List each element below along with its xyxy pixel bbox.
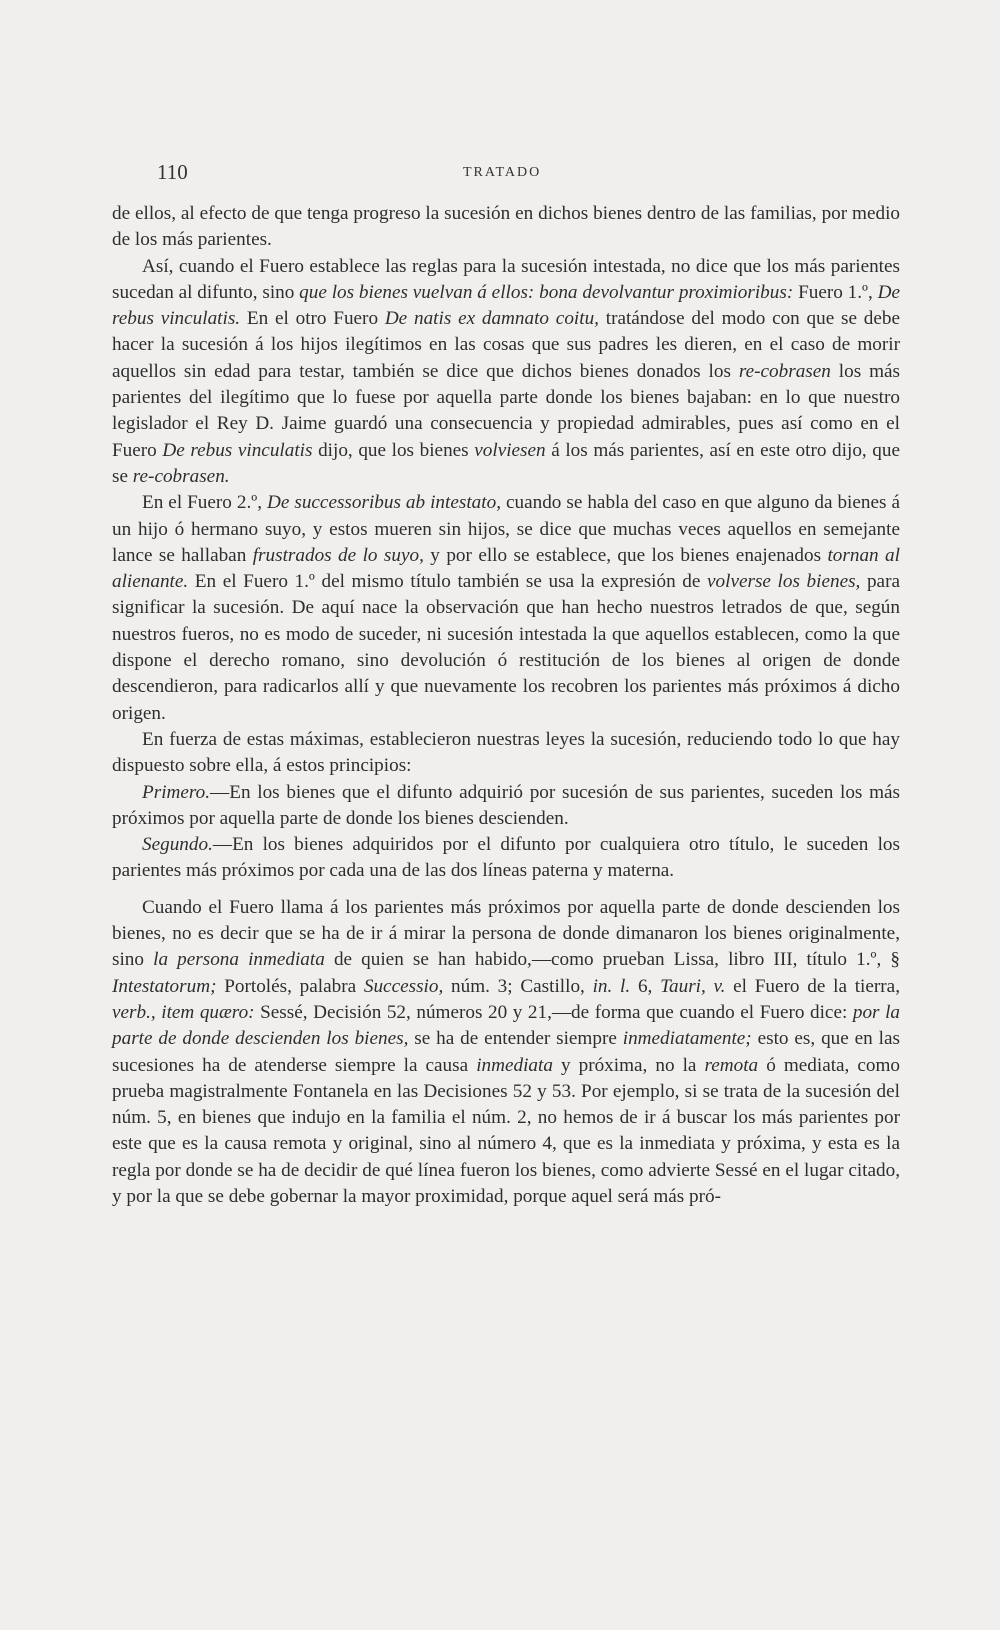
italic-text: Tauri, v. [660, 975, 726, 997]
text-run: para significar la sucesión. De aquí nace la observación que han hecho nuestros letrados de que, según nuestros fueros, no es modo de suceder, ni sucesión intestada la que aquellos establecen, como la que dispone el derecho romano, sino devolución ó restitución de los bienes al origen de donde descendieron, para radicarlos allí y que nuevamente los recobren los parientes más próximos á dicho origen. [112, 571, 900, 724]
text-run: Fuero 1.º, [793, 281, 878, 303]
text-run: En el Fuero 2.º, [142, 492, 267, 514]
paragraph-p4 [112, 727, 900, 780]
paragraph-p7 [112, 895, 900, 1211]
italic-text: De successoribus ab intestato, [267, 492, 501, 514]
paragraph-p1 [112, 201, 900, 254]
body-text [112, 201, 900, 1210]
text-run: Sessé, Decisión 52, números 20 y 21,—de forma que cuando el Fuero dice: [254, 1001, 853, 1023]
italic-text: Segundo. [142, 834, 213, 856]
text-run: se ha de entender siempre [408, 1028, 623, 1050]
italic-text: tornan al alienante. [112, 544, 900, 593]
text-run: En el otro Fuero [240, 308, 385, 330]
italic-text: re-cobrasen [738, 360, 831, 382]
italic-text: re-cobrasen. [132, 465, 230, 487]
italic-text: que los bienes vuelvan á ellos: bona devolvantur proximioribus: [299, 281, 794, 303]
italic-text: De rebus vinculatis. [112, 281, 900, 330]
italic-text: volverse los bienes, [707, 571, 861, 593]
italic-text: Primero. [142, 781, 211, 803]
text-run: 6, [630, 975, 661, 997]
text-run: dijo, que los bienes [312, 439, 475, 461]
paragraph-p6 [112, 832, 900, 885]
text-run: el Fuero de la tierra, [725, 975, 900, 997]
text-run: cuando se habla del caso en que alguno da bienes á un hijo ó hermano suyo, y estos mueren sin hijos, se dice que muchas veces aquellos en semejante lance se hallaban [112, 492, 900, 566]
running-head: TRATADO [463, 165, 542, 180]
text-run: En el Fuero 1.º del mismo título también se usa la expresión de [188, 571, 708, 593]
text-run: de ellos, al efecto de que tenga progreso la sucesión en dichos bienes dentro de las familias, por medio de los más parientes. [112, 203, 900, 251]
text-run: —En los bienes adquiridos por el difunto por cualquiera otro título, le suceden los parientes más próximos por cada una de las dos líneas paterna y materna. [112, 834, 900, 882]
page-header [157, 160, 897, 186]
italic-text: volviesen [474, 439, 546, 461]
text-run: tratándose del modo con que se debe hacer la sucesión á los hijos ilegítimos en las cosas que sus padres les dieren, en el caso de morir aquellos sin edad para testar, también se dice que dichos bienes donados los [112, 308, 900, 382]
text-run: núm. 3; Castillo, [443, 975, 593, 997]
italic-text: De natis ex damnato coitu, [384, 308, 599, 330]
text-run: y por ello se establece, que los bienes enajenados [423, 544, 828, 566]
italic-text: Intestatorum; [112, 975, 217, 997]
italic-text: remota [704, 1054, 759, 1076]
paragraph-p2 [112, 254, 900, 491]
text-run: á los más parientes, así en este otro dijo, que se [112, 439, 901, 487]
text-run: En fuerza de estas máximas, establecieron nuestras leyes la sucesión, reduciendo todo lo que hay dispuesto sobre ella, á estos principios: [112, 728, 900, 777]
italic-text: in. l. [592, 975, 631, 997]
text-run: —En los bienes que el difunto adquirió por sucesión de sus parientes, suceden los más próximos por aquella parte de donde los bienes descienden. [112, 781, 900, 829]
text-run: los más parientes del ilegítimo que lo fuese por aquella parte donde los bienes bajaban: en lo que nuestro legislador el Rey D. Jaime guardó una consecuencia y propiedad admirables, pues así como en el Fuero [112, 360, 900, 461]
text-run: Portolés, palabra [216, 975, 364, 997]
italic-text: por la parte de donde descienden los bienes, [112, 1001, 900, 1050]
text-run: Así, cuando el Fuero establece las reglas para la sucesión intestada, no dice que los más parientes sucedan al difunto, sino [112, 255, 900, 303]
italic-text: De rebus vinculatis [162, 439, 313, 461]
italic-text: verb., item quæro: [112, 1001, 255, 1023]
page-number: 110 [157, 160, 188, 184]
italic-text: la persona inmediata [153, 949, 325, 971]
text-run: ó mediata, como prueba magistralmente Fontanela en las Decisiones 52 y 53. Por ejemplo, si se trata de la sucesión del núm. 5, en bienes que indujo en la familia el núm. 2, no hemos de ir á buscar los más parientes por este que es la causa remota y original, sino al número 4, que es la inmediata y próxima, y esta es la regla por donde se ha de decidir de qué línea fueron los bienes, como advierte Sessé en el lugar citado, y por la que se debe gobernar la mayor proximidad, porque aquel será más pró- [112, 1054, 901, 1207]
text-run: y próxima, no la [552, 1054, 705, 1076]
italic-text: frustrados de lo suyo, [252, 544, 424, 566]
italic-text: inmediatamente; [622, 1028, 752, 1050]
text-run: esto es, que en las sucesiones ha de atenderse siempre la causa [112, 1028, 900, 1076]
paragraph-p3 [112, 490, 900, 727]
text-run: de quien se han habido,—como prueban Lissa, libro III, título 1.º, § [324, 949, 900, 971]
text-run: Cuando el Fuero llama á los parientes más próximos por aquella parte de donde descienden los bienes, no es decir que se ha de ir á mirar la persona de donde dimanaron los bienes originalmente, sino [112, 896, 900, 971]
paragraph-p5 [112, 780, 900, 833]
italic-text: inmediata [476, 1054, 553, 1076]
italic-text: Successio, [363, 975, 444, 997]
